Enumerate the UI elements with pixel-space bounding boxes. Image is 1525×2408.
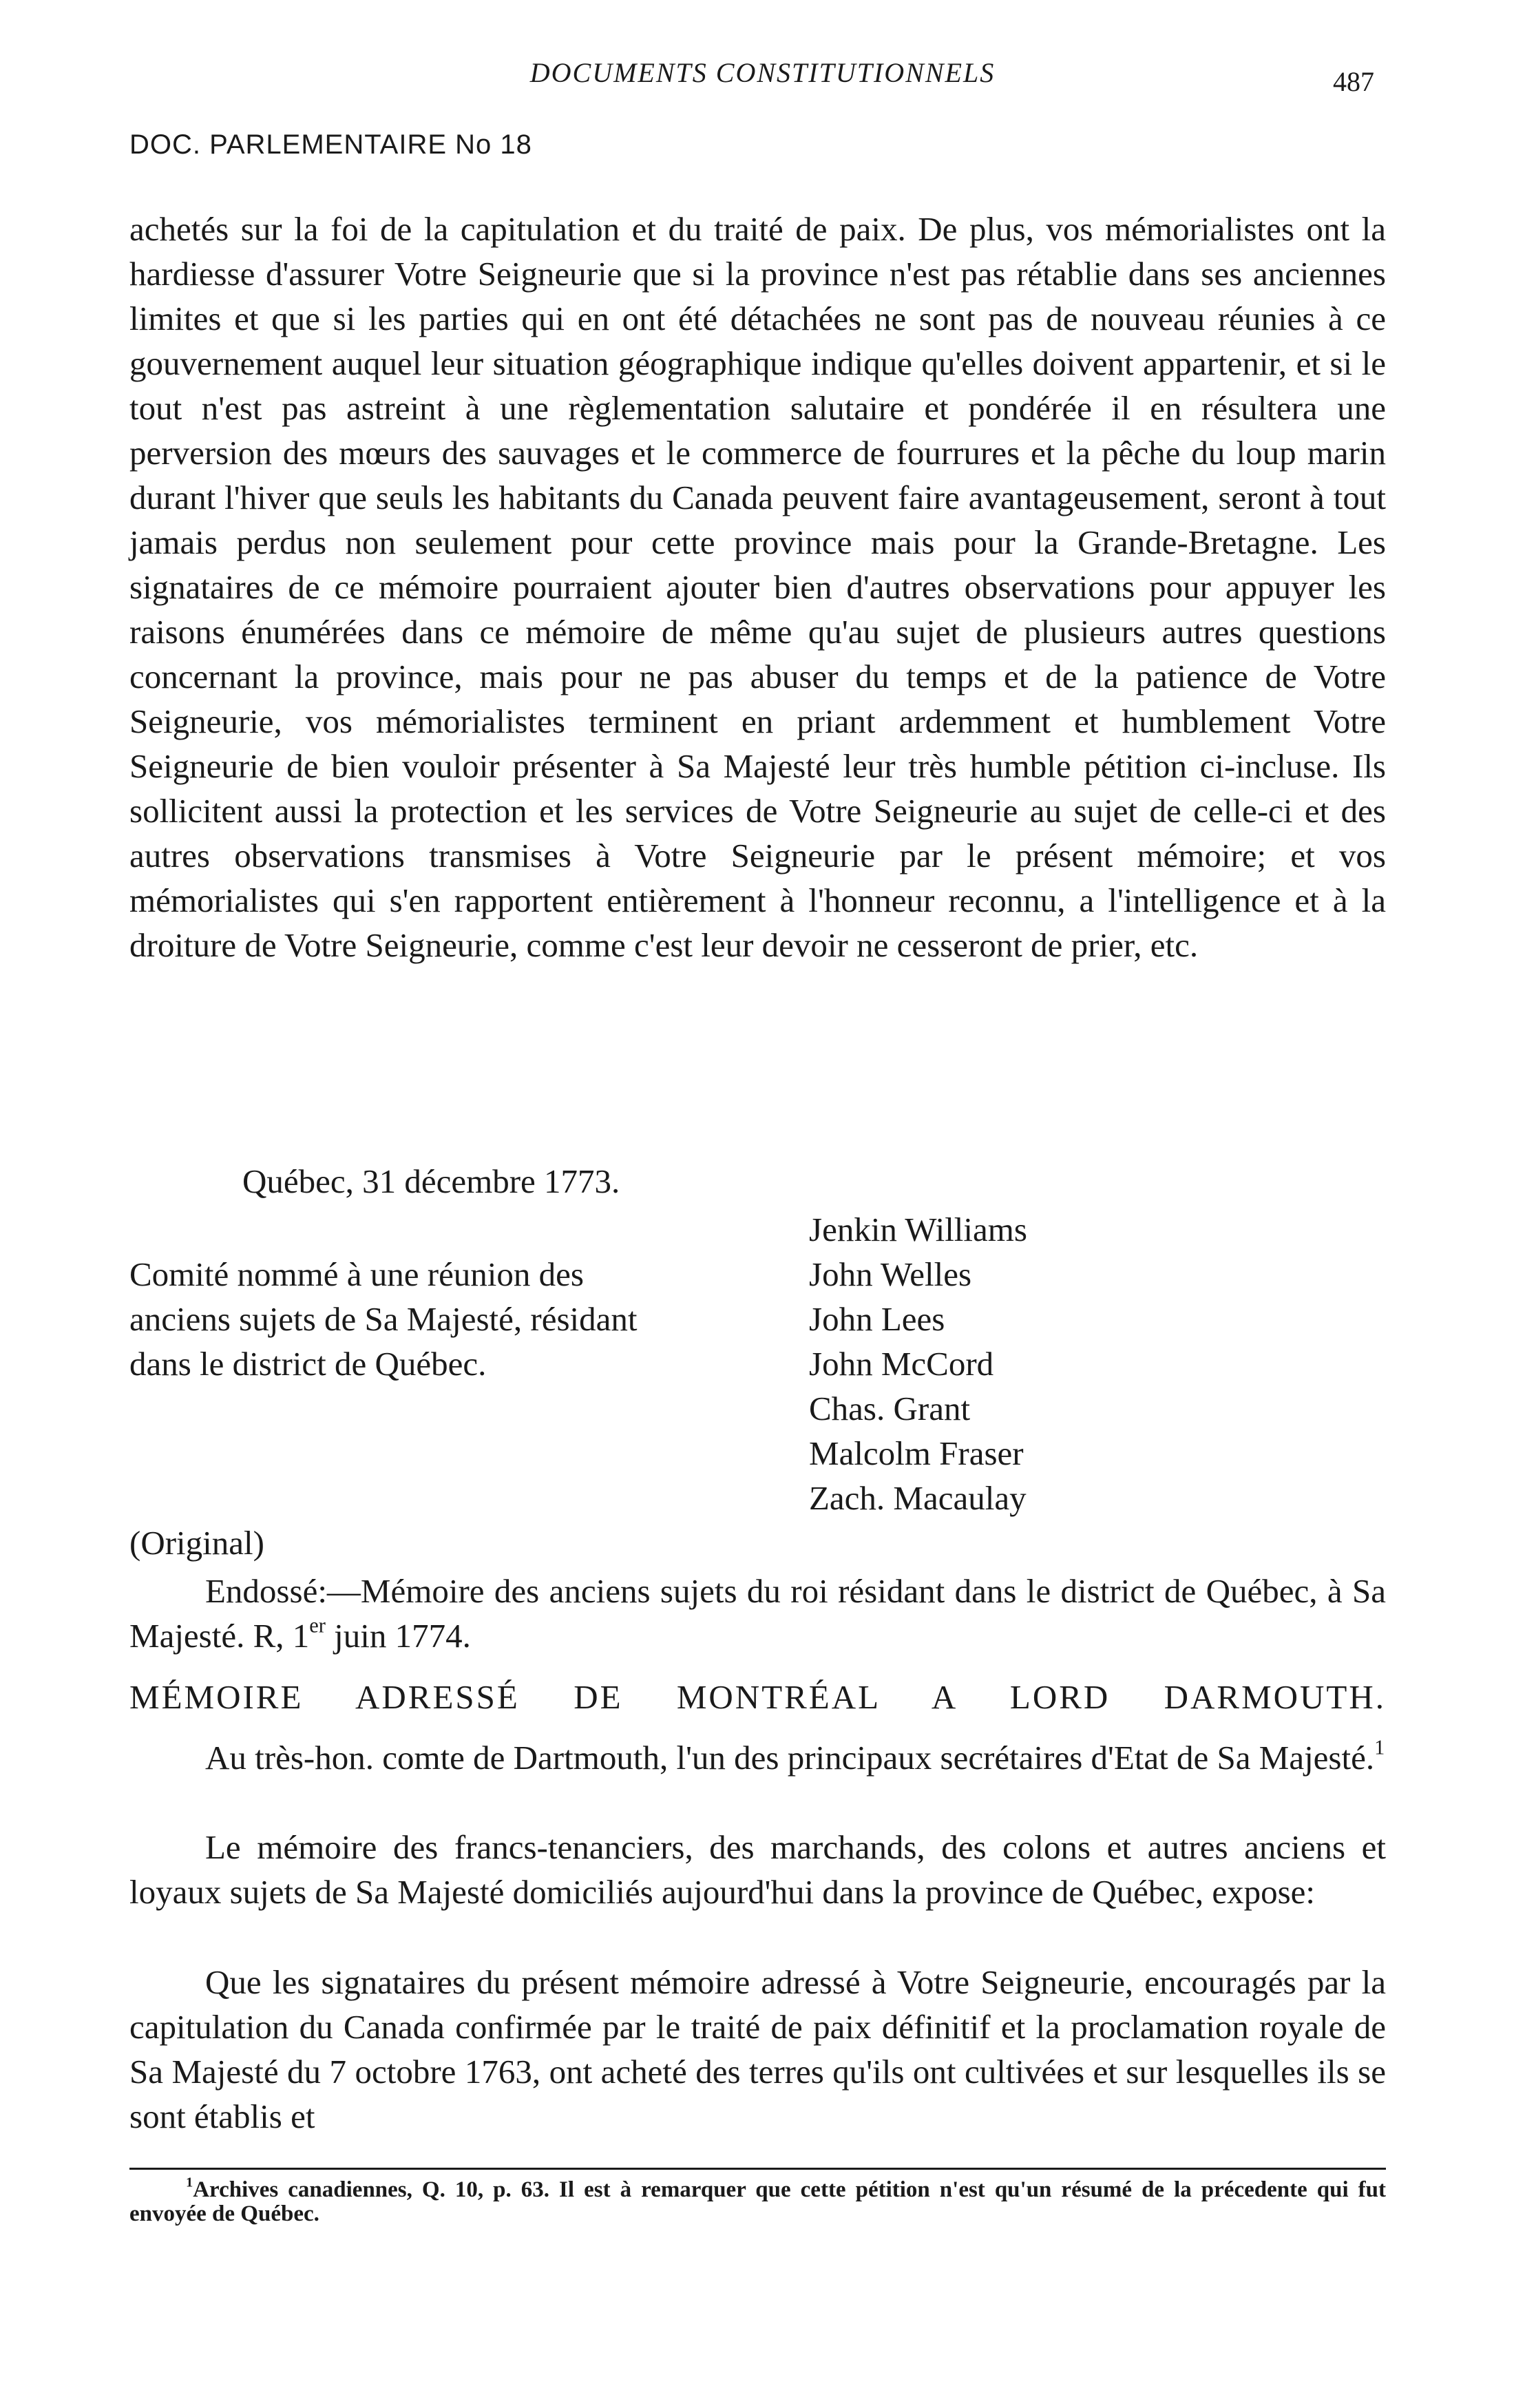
body-paragraph: Que les signataires du présent mémoire adressé à Votre Seigneurie, encouragés par la capitulation du Canada confirmée par le traité de paix définitif et la proclamation royale de Sa Majesté du 7 octobre 1763, ont acheté des terres qu'ils ont cultivées et sur lesquelles ils se sont établis et [129, 1963, 1386, 2135]
footnote-reference: 1 [1374, 1735, 1385, 1759]
body-paragraph: achetés sur la foi de la capitulation et du traité de paix. De plus, vos mémorialistes ont la hardiesse d'assurer Votre Seigneurie que si la province n'est pas rétablie dans ses anciennes limites et que si les parties qui en ont été détachées ne sont pas de nouveau réunies à ce gouvernement auquel leur situation géographique indique qu'elles doivent appartenir, et si le tout n'est pas astreint à une règlementation salutaire et pondérée il en résultera une perversion des mœurs des sauvages et le commerce de fourrures et la pêche du loup marin durant l'hiver que seuls les habitants du Canada peuvent faire avantageusement, seront à tout jamais perdus non seulement pour cette province mais pour la Grande-Bretagne. Les signataires de ce mémoire pourraient ajouter bien d'autres observations pour appuyer les raisons énumérées dans ce mémoire de même qu'au sujet de plusieurs autres questions concernant la province, mais pour ne pas abuser du temps et de la patience de Votre Seigneurie, vos mémorialistes terminent en priant ardemment et humblement Votre Seigneurie de bien vouloir présenter à Sa Majesté leur très humble pétition ci-incluse. Ils sollicitent aussi la protection et les services de Votre Seigneurie au sujet de celle-ci et des autres observations transmises à Votre Seigneurie par le présent mémoire; et vos mémorialistes qui s'en rapportent entièrement à l'honneur reconnu, a l'intelligence et à la droiture de Votre Seigneurie, comme c'est leur devoir ne cesseront de prier, etc. [129, 210, 1386, 964]
signatory: John Welles [809, 1255, 972, 1293]
address-text: Au très-hon. comte de Dartmouth, l'un des principaux secrétaires d'Etat de Sa Majesté. [205, 1739, 1375, 1777]
ordinal-superscript: er [309, 1613, 326, 1637]
signatory: John Lees [809, 1300, 945, 1338]
document-label: DOC. PARLEMENTAIRE No 18 [129, 129, 532, 160]
page-number: 487 [1333, 66, 1374, 97]
running-title: DOCUMENTS CONSTITUTIONNELS [529, 57, 996, 88]
original-label: (Original) [129, 1524, 264, 1562]
endorsement-paragraph [129, 1569, 1386, 1658]
signatory-list [809, 1207, 1027, 1520]
signatory: Jenkin Williams [809, 1211, 1027, 1248]
address-paragraph [129, 1735, 1386, 1780]
dateline: Québec, 31 décembre 1773. [242, 1162, 620, 1200]
footnote [129, 2175, 1386, 2226]
body-paragraph: Le mémoire des francs-tenanciers, des marchands, des colons et autres anciens et loyaux sujets de Sa Majesté domiciliés aujourd'hui dans la province de Québec, expose: [129, 1828, 1386, 1911]
footnote-divider [129, 2168, 1386, 2170]
signatory: Chas. Grant [809, 1390, 971, 1427]
signatory: John McCord [809, 1345, 994, 1383]
section-heading: MÉMOIRE ADRESSÉ DE MONTRÉAL A LORD DARMOUTH. [129, 1678, 1386, 1716]
footnote-mark: 1 [186, 2175, 193, 2190]
endorsement-text: Endossé:—Mémoire des anciens sujets du roi résidant dans le district de Québec, à Sa Majesté. R, 1 [129, 1572, 1386, 1655]
committee-note: Comité nommé à une réunion des anciens sujets de Sa Majesté, résidant dans le district de Québec. [129, 1255, 638, 1383]
signatory: Malcolm Fraser [809, 1434, 1024, 1472]
signatory: Zach. Macaulay [809, 1479, 1027, 1517]
endorsement-tail: juin 1774. [325, 1617, 471, 1655]
footnote-text: Archives canadiennes, Q. 10, p. 63. Il est à remarquer que cette pétition n'est qu'un résumé de la précedente qui fut envoyée de Québec. [129, 2177, 1386, 2226]
